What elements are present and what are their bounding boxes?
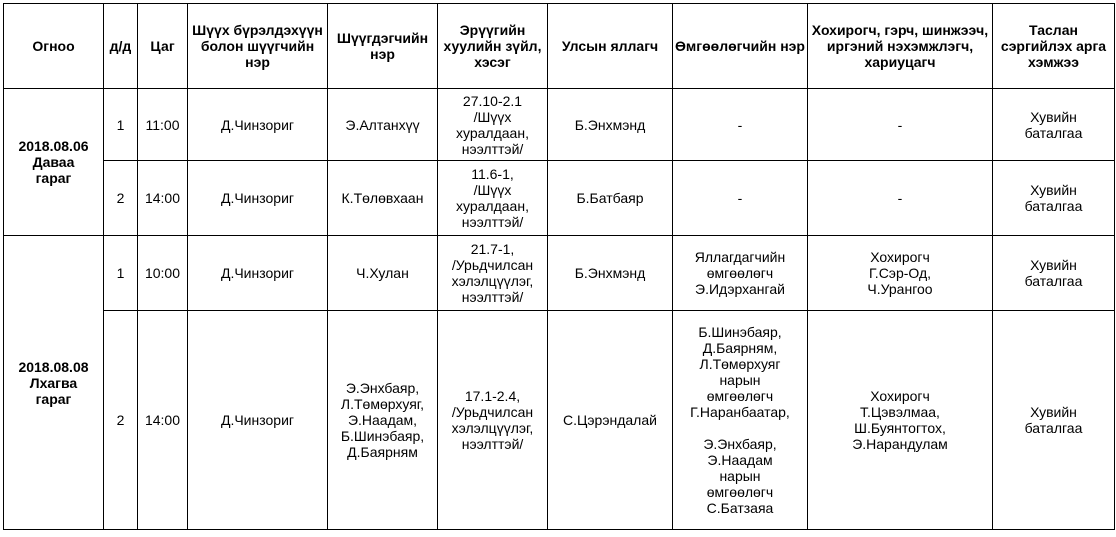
- table-row: [4, 89, 1115, 161]
- judge-name: Д.Чинзориг: [188, 311, 328, 530]
- defense-lawyer: [673, 311, 808, 530]
- defense-lawyer: -: [673, 161, 808, 236]
- victim-witness: Хохирогч Т.Цэвэлмаа, Ш.Буянтогтох, Э.Нарандулам: [808, 311, 993, 530]
- defense-group-spacer: [675, 420, 805, 436]
- victim-witness: Хохирогч Г.Сэр-Од, Ч.Урангоо: [808, 236, 993, 311]
- row-number: 1: [104, 236, 138, 311]
- preventive-measure: Хувийн баталгаа: [993, 161, 1115, 236]
- header-row: [4, 4, 1115, 89]
- defendant-name: К.Төлөвхаан: [328, 161, 438, 236]
- judge-name: Д.Чинзориг: [188, 161, 328, 236]
- hearing-date: 2018.08.08 Лхагва гараг: [4, 236, 104, 530]
- header-defendant: Шүүгдэгчийн нэр: [328, 4, 438, 89]
- header-victim-witness: Хохирогч, гэрч, шинжээч, иргэний нэхэмжлэгч, хариуцагч: [808, 4, 993, 89]
- victim-witness: -: [808, 161, 993, 236]
- preventive-measure: Хувийн баталгаа: [993, 89, 1115, 161]
- header-time: Цаг: [138, 4, 188, 89]
- prosecutor-name: С.Цэрэндалай: [548, 311, 673, 530]
- judge-name: Д.Чинзориг: [188, 89, 328, 161]
- criminal-article: 21.7-1, /Урьдчилсан хэлэлцүүлэг, нээлттэй/: [438, 236, 548, 311]
- prosecutor-name: Б.Энхмэнд: [548, 236, 673, 311]
- defendant-name: Э.Энхбаяр, Л.Төмөрхуяг, Э.Наадам, Б.Шинэбаяр, Д.Баярням: [328, 311, 438, 530]
- row-number: 2: [104, 161, 138, 236]
- header-judge: Шүүх бүрэлдэхүүн болон шүүгчийн нэр: [188, 4, 328, 89]
- defense-lawyer-group-a: Б.Шинэбаяр, Д.Баярням, Л.Төмөрхуяг нарын өмгөөлөгч Г.Наранбаатар,: [690, 324, 790, 420]
- hearing-date: 2018.08.06 Даваа гараг: [4, 89, 104, 236]
- criminal-article: 27.10-2.1 /Шүүх хуралдаан, нээлттэй/: [438, 89, 548, 161]
- header-prosecutor: Улсын яллагч: [548, 4, 673, 89]
- preventive-measure: Хувийн баталгаа: [993, 236, 1115, 311]
- row-number: 2: [104, 311, 138, 530]
- row-number: 1: [104, 89, 138, 161]
- defense-lawyer-group-b: Э.Энхбаяр, Э.Наадам нарын өмгөөлөгч С.Батзаяа: [703, 436, 777, 516]
- header-preventive-measure: Таслан сэргийлэх арга хэмжээ: [993, 4, 1115, 89]
- defense-lawyer: Яллагдагчийн өмгөөлөгч Э.Идэрхангай: [673, 236, 808, 311]
- criminal-article: 11.6-1, /Шүүх хуралдаан, нээлттэй/: [438, 161, 548, 236]
- prosecutor-name: Б.Энхмэнд: [548, 89, 673, 161]
- header-defense: Өмгөөлөгчийн нэр: [673, 4, 808, 89]
- defendant-name: Ч.Хулан: [328, 236, 438, 311]
- criminal-article: 17.1-2.4, /Урьдчилсан хэлэлцүүлэг, нээлттэй/: [438, 311, 548, 530]
- table-row: [4, 311, 1115, 530]
- judge-name: Д.Чинзориг: [188, 236, 328, 311]
- hearing-time: 14:00: [138, 311, 188, 530]
- header-date: Огноо: [4, 4, 104, 89]
- defense-lawyer: -: [673, 89, 808, 161]
- hearing-time: 10:00: [138, 236, 188, 311]
- victim-witness: -: [808, 89, 993, 161]
- court-schedule-table: [3, 3, 1115, 530]
- preventive-measure: Хувийн баталгаа: [993, 311, 1115, 530]
- hearing-time: 14:00: [138, 161, 188, 236]
- table-row: [4, 161, 1115, 236]
- hearing-time: 11:00: [138, 89, 188, 161]
- table-row: [4, 236, 1115, 311]
- header-article: Эрүүгийн хуулийн зүйл, хэсэг: [438, 4, 548, 89]
- prosecutor-name: Б.Батбаяр: [548, 161, 673, 236]
- header-number: д/д: [104, 4, 138, 89]
- defendant-name: Э.Алтанхүү: [328, 89, 438, 161]
